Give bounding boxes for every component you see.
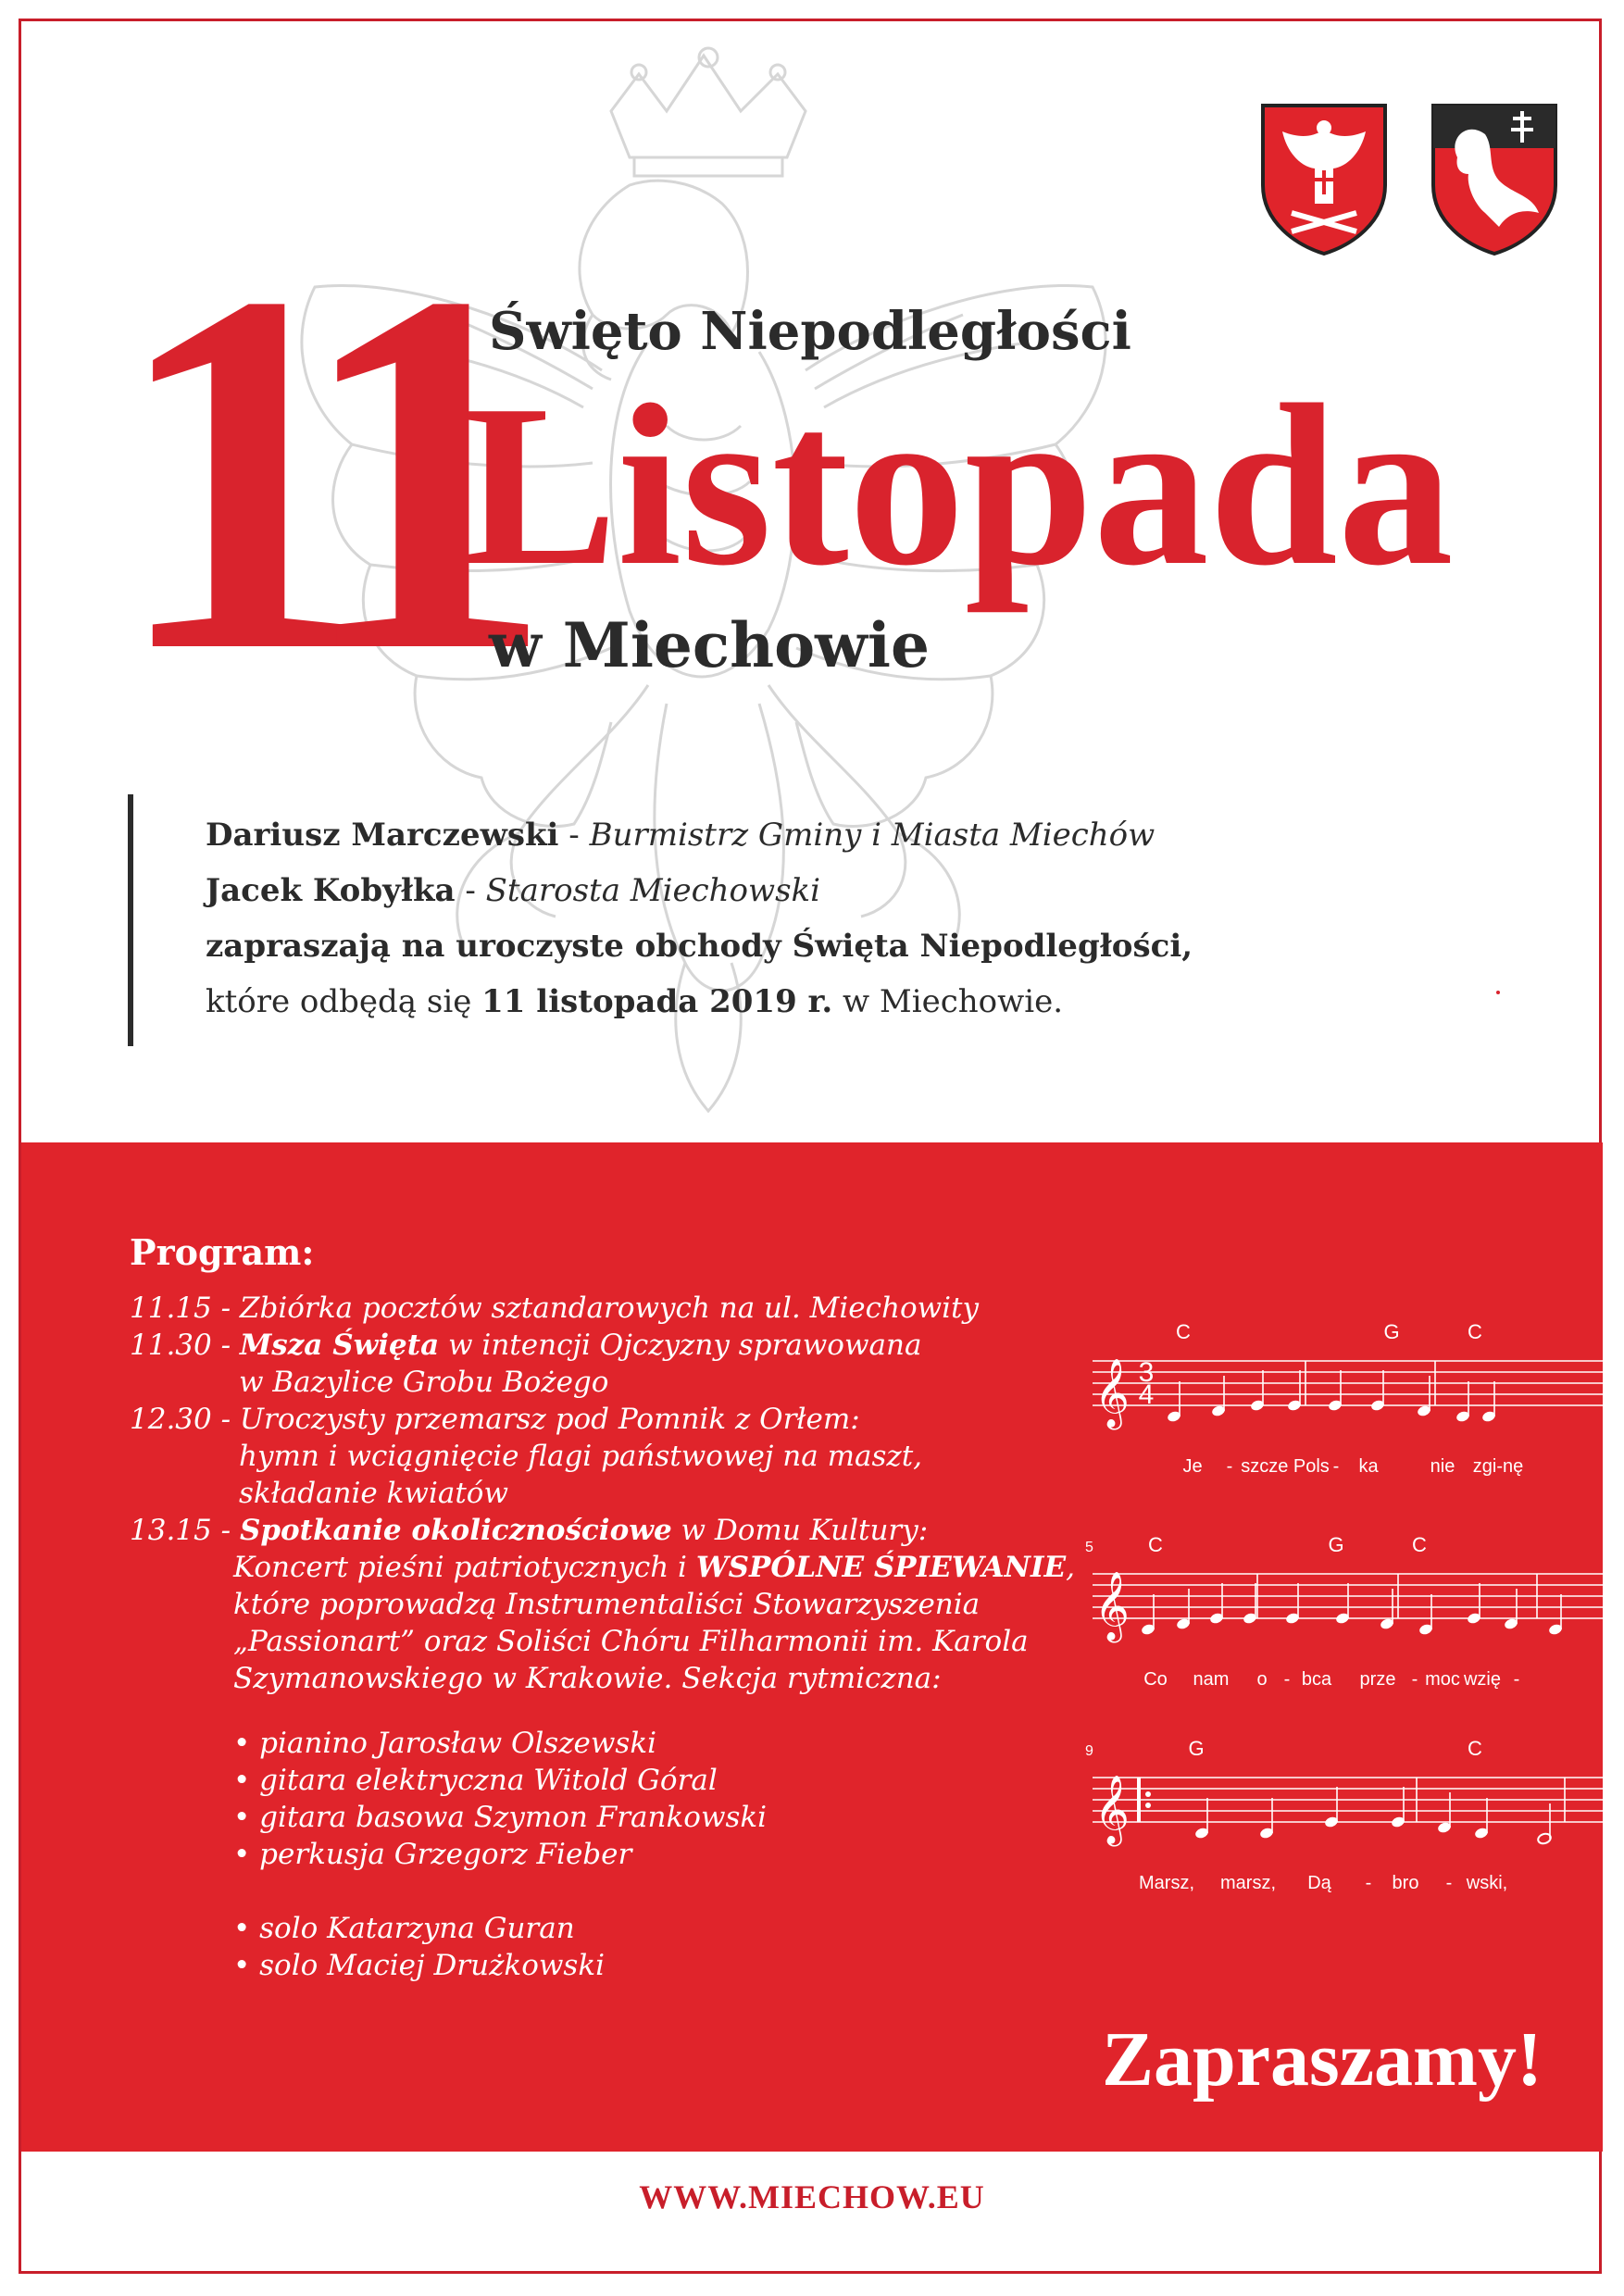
- lyric-syllable: wski,: [1466, 1873, 1508, 1893]
- lyric-syllable: Co: [1143, 1669, 1168, 1690]
- lyric-syllable: szcze Pols: [1241, 1456, 1330, 1477]
- lyric-syllable: Marsz,: [1139, 1873, 1194, 1893]
- lyric-syllable: ka: [1358, 1456, 1379, 1477]
- lyric-syllable: -: [1445, 1873, 1453, 1893]
- lyric-syllable: -: [1365, 1873, 1372, 1893]
- lyric-syllable: -: [1513, 1669, 1520, 1690]
- soloist-item: • solo Maciej Drużkowski: [130, 1947, 1075, 1984]
- program-item-cont: hymn i wciągnięcie flagi państwowej na maszt,: [239, 1440, 923, 1473]
- treble-clef-icon: 𝄞: [1094, 1572, 1130, 1641]
- measure-number: 5: [1085, 1540, 1093, 1555]
- program-item-cont: Szymanowskiego w Krakowie. Sekcja rytmiczna:: [233, 1662, 942, 1695]
- lyric-syllable: -: [1226, 1456, 1233, 1477]
- place-title: w Miechowie: [489, 609, 930, 681]
- chord-label: G: [1328, 1533, 1344, 1556]
- decorative-dot: [1496, 991, 1500, 994]
- chord-label: C: [1148, 1533, 1163, 1556]
- program-item-cont: Koncert pieśni patriotycznych i WSPÓLNE ŚPIEWANIE,: [233, 1551, 1075, 1584]
- chord-label: G: [1383, 1320, 1400, 1343]
- lyric-syllable: -: [1283, 1669, 1291, 1690]
- program-list: [130, 1290, 1075, 1984]
- sheet-music: [1074, 1296, 1603, 1944]
- half-note-head: [1537, 1832, 1553, 1845]
- invitation-line-4: które odbędą się 11 listopada 2019 r. w Miechowie.: [206, 983, 1064, 1020]
- lyric-syllable: -: [1332, 1456, 1340, 1477]
- lyric-syllable: nam: [1193, 1669, 1230, 1690]
- month-title: Listopada: [463, 357, 1454, 614]
- lyric-syllable: moc: [1425, 1669, 1460, 1690]
- holiday-name: Święto Niepodległości: [489, 301, 1131, 362]
- soloist-item: • solo Katarzyna Guran: [130, 1910, 1075, 1947]
- musician-item: • pianino Jarosław Olszewski: [130, 1725, 1075, 1762]
- chord-label: G: [1188, 1737, 1205, 1760]
- miechow-county-crest-icon: [1430, 102, 1559, 257]
- lyric-syllable: zgi-nę: [1472, 1456, 1524, 1477]
- time-signature-bottom: 4: [1138, 1379, 1155, 1410]
- chord-label: C: [1412, 1533, 1427, 1556]
- website-link[interactable]: WWW.MIECHOW.EU: [639, 2178, 985, 2215]
- day-number: 11: [111, 185, 509, 759]
- invitation-line-2: Jacek Kobyłka - Starosta Miechowski: [206, 872, 821, 909]
- treble-clef-icon: 𝄞: [1094, 1776, 1130, 1844]
- invitation-line-1: Dariusz Marczewski - Burmistrz Gminy i Miasta Miechów: [206, 817, 1156, 854]
- program-item: 11.15 - Zbiórka pocztów sztandarowych na ul. Miechowity: [130, 1292, 980, 1325]
- closing-invitation: Zapraszamy!: [1102, 2016, 1543, 2103]
- program-title: Program:: [130, 1231, 315, 1273]
- invitation-line-3: zapraszają na uroczyste obchody Święta Niepodległości,: [206, 928, 1193, 965]
- program-item-cont: „Passionart” oraz Soliści Chóru Filharmonii im. Karola: [233, 1625, 1029, 1658]
- program-item-cont: w Bazylice Grobu Bożego: [239, 1366, 609, 1399]
- musician-item: • gitara elektryczna Witold Góral: [130, 1762, 1075, 1799]
- lyric-syllable: Je: [1182, 1456, 1203, 1477]
- chord-label: C: [1176, 1320, 1191, 1343]
- lyric-syllable: marsz,: [1220, 1873, 1276, 1893]
- lyric-syllable: nie: [1430, 1456, 1455, 1477]
- program-item-cont: składanie kwiatów: [239, 1477, 509, 1510]
- musician-item: • gitara basowa Szymon Frankowski: [130, 1799, 1075, 1836]
- miechow-city-crest-icon: [1259, 102, 1389, 257]
- lyric-syllable: bca: [1301, 1669, 1332, 1690]
- program-item: 12.30 - Uroczysty przemarsz pod Pomnik z Orłem:: [130, 1403, 860, 1436]
- chord-label: C: [1468, 1737, 1482, 1760]
- lyric-syllable: prze: [1359, 1669, 1396, 1690]
- program-item: 11.30 - Msza Święta w intencji Ojczyzny sprawowana: [130, 1329, 922, 1362]
- time-signature-top: 3: [1138, 1357, 1155, 1388]
- lyric-syllable: -: [1411, 1669, 1418, 1690]
- repeat-dot: [1145, 1791, 1151, 1797]
- program-item-cont: które poprowadzą Instrumentaliści Stowarzyszenia: [233, 1588, 981, 1621]
- musician-item: • perkusja Grzegorz Fieber: [130, 1836, 1075, 1873]
- chord-label: C: [1468, 1320, 1482, 1343]
- measure-number: 9: [1085, 1743, 1093, 1759]
- lyric-syllable: bro: [1392, 1873, 1419, 1893]
- invitation-bar: [128, 794, 133, 1046]
- repeat-dot: [1145, 1803, 1151, 1808]
- lyric-syllable: o: [1256, 1669, 1268, 1690]
- treble-clef-icon: 𝄞: [1094, 1359, 1130, 1428]
- lyric-syllable: Dą: [1307, 1873, 1331, 1893]
- program-item: 13.15 - Spotkanie okolicznościowe w Domu Kultury:: [130, 1514, 929, 1547]
- invitation-text: [206, 807, 1193, 1029]
- lyric-syllable: wzię: [1463, 1669, 1502, 1690]
